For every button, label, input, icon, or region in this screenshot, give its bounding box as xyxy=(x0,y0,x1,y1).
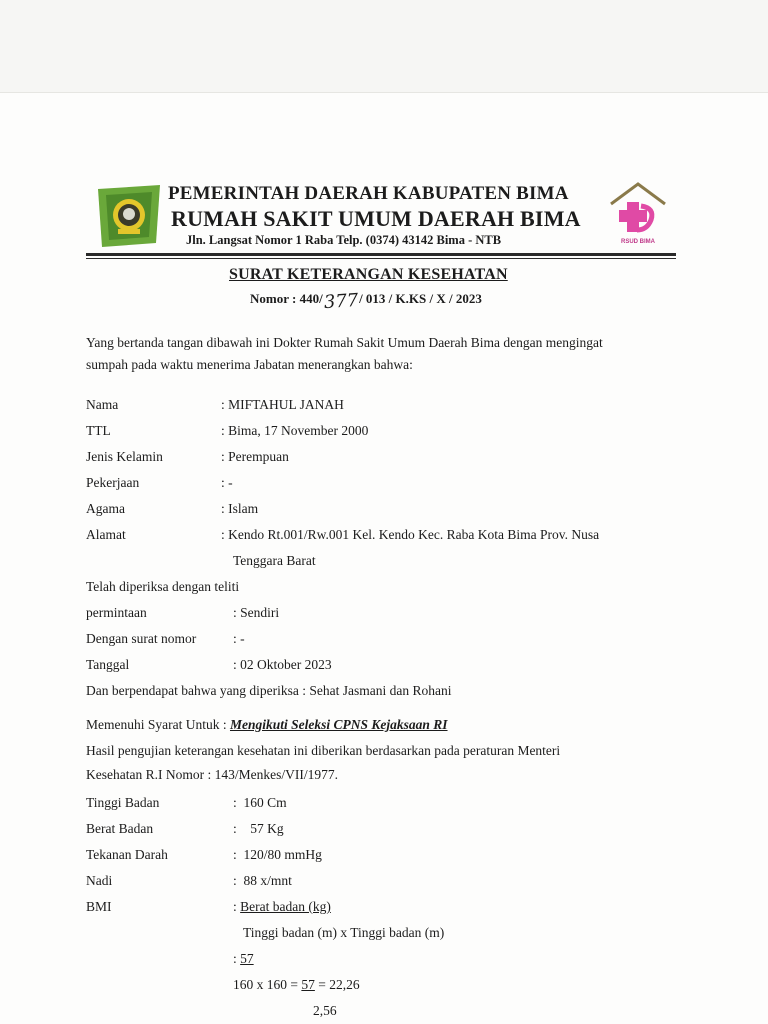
header-address: Jln. Langsat Nomor 1 Raba Telp. (0374) 43142 Bima - NTB xyxy=(186,233,502,247)
bmi-denominator: Tinggi badan (m) x Tinggi badan (m) xyxy=(243,925,445,940)
intro-line-1: Yang bertanda tangan dibawah ini Dokter Rumah Sakit Umum Daerah Bima dengan mengingat xyxy=(86,335,603,350)
value-jenis-kelamin: : Perempuan xyxy=(221,449,289,464)
header-hospital-name: RUMAH SAKIT UMUM DAERAH BIMA xyxy=(171,206,581,231)
value-permintaan: : Sendiri xyxy=(233,605,280,620)
label-berat-badan: Berat Badan xyxy=(86,821,154,836)
label-jenis-kelamin: Jenis Kelamin xyxy=(86,449,163,464)
intro-line-2: sumpah pada waktu menerima Jabatan menerangkan bahwa: xyxy=(86,357,413,372)
label-nama: Nama xyxy=(86,397,119,412)
value-nama: : MIFTAHUL JANAH xyxy=(221,397,344,412)
value-berat-badan: : 57 Kg xyxy=(233,821,284,836)
value-tinggi-badan: : 160 Cm xyxy=(233,795,287,810)
bmi-step1-value: 57 xyxy=(240,951,254,966)
value-nadi: : 88 x/mnt xyxy=(233,873,292,888)
checked-line: Telah diperiksa dengan teliti xyxy=(86,579,240,594)
letterhead-rule xyxy=(86,253,676,256)
bmi-step-3: 2,56 xyxy=(313,1003,337,1018)
label-agama: Agama xyxy=(86,501,125,516)
label-tinggi-badan: Tinggi Badan xyxy=(86,795,160,810)
bmi-step-2 xyxy=(233,977,360,993)
bmi-step2-result: = 22,26 xyxy=(314,977,360,992)
label-ttl: TTL xyxy=(86,423,111,438)
regency-crest-icon xyxy=(96,183,162,249)
value-ttl: : Bima, 17 November 2000 xyxy=(221,423,369,438)
label-surat-nomor: Dengan surat nomor xyxy=(86,631,197,646)
regulation-line-2: Kesehatan R.I Nomor : 143/Menkes/VII/1977. xyxy=(86,767,338,779)
value-alamat: : Kendo Rt.001/Rw.001 Kel. Kendo Kec. Raba Kota Bima Prov. Nusa xyxy=(221,527,600,542)
value-tekanan-darah: : 120/80 mmHg xyxy=(233,847,322,862)
rsud-bima-logo-icon xyxy=(607,180,669,248)
bmi-step2-value: 57 xyxy=(301,977,315,992)
value-agama: : Islam xyxy=(221,501,259,516)
value-pekerjaan: : - xyxy=(221,475,233,490)
number-suffix: / 013 / K.KS / X / 2023 xyxy=(359,291,482,306)
purpose-value: Mengikuti Seleksi CPNS Kejaksaan RI xyxy=(229,717,448,732)
letterhead-rule-thin xyxy=(86,258,676,259)
bmi-step-1 xyxy=(233,951,254,967)
document-title: SURAT KETERANGAN KESEHATAN xyxy=(229,266,508,283)
conclusion-line: Dan berpendapat bahwa yang diperiksa : Sehat Jasmani dan Rohani xyxy=(86,683,452,698)
purpose-label: Memenuhi Syarat Untuk : xyxy=(86,717,230,732)
value-surat-nomor: : - xyxy=(233,631,245,646)
value-tanggal: : 02 Oktober 2023 xyxy=(233,657,332,672)
bmi-colon: : xyxy=(233,899,241,914)
bmi-step1-colon: : xyxy=(233,951,241,966)
value-alamat-cont: Tenggara Barat xyxy=(233,553,316,568)
label-bmi: BMI xyxy=(86,899,112,914)
label-alamat: Alamat xyxy=(86,527,126,542)
label-nadi: Nadi xyxy=(86,873,113,888)
label-pekerjaan: Pekerjaan xyxy=(86,475,140,490)
handwritten-number: 377 xyxy=(323,289,359,314)
label-tekanan-darah: Tekanan Darah xyxy=(86,847,168,862)
header-government: PEMERINTAH DAERAH KABUPATEN BIMA xyxy=(168,183,569,204)
rsud-logo-text: RSUD BIMA xyxy=(621,239,655,245)
number-prefix: Nomor : 440/ xyxy=(250,291,323,306)
document-number xyxy=(250,287,482,314)
purpose-line xyxy=(86,717,448,733)
regulation-line-1: Hasil pengujian keterangan kesehatan ini diberikan berdasarkan pada peraturan Menteri xyxy=(86,743,561,758)
bmi-numerator: Berat badan (kg) xyxy=(240,899,331,914)
bmi-formula xyxy=(233,899,331,915)
label-tanggal: Tanggal xyxy=(86,657,130,672)
bmi-step2-prefix: 160 x 160 = xyxy=(233,977,302,992)
label-permintaan: permintaan xyxy=(86,605,147,620)
